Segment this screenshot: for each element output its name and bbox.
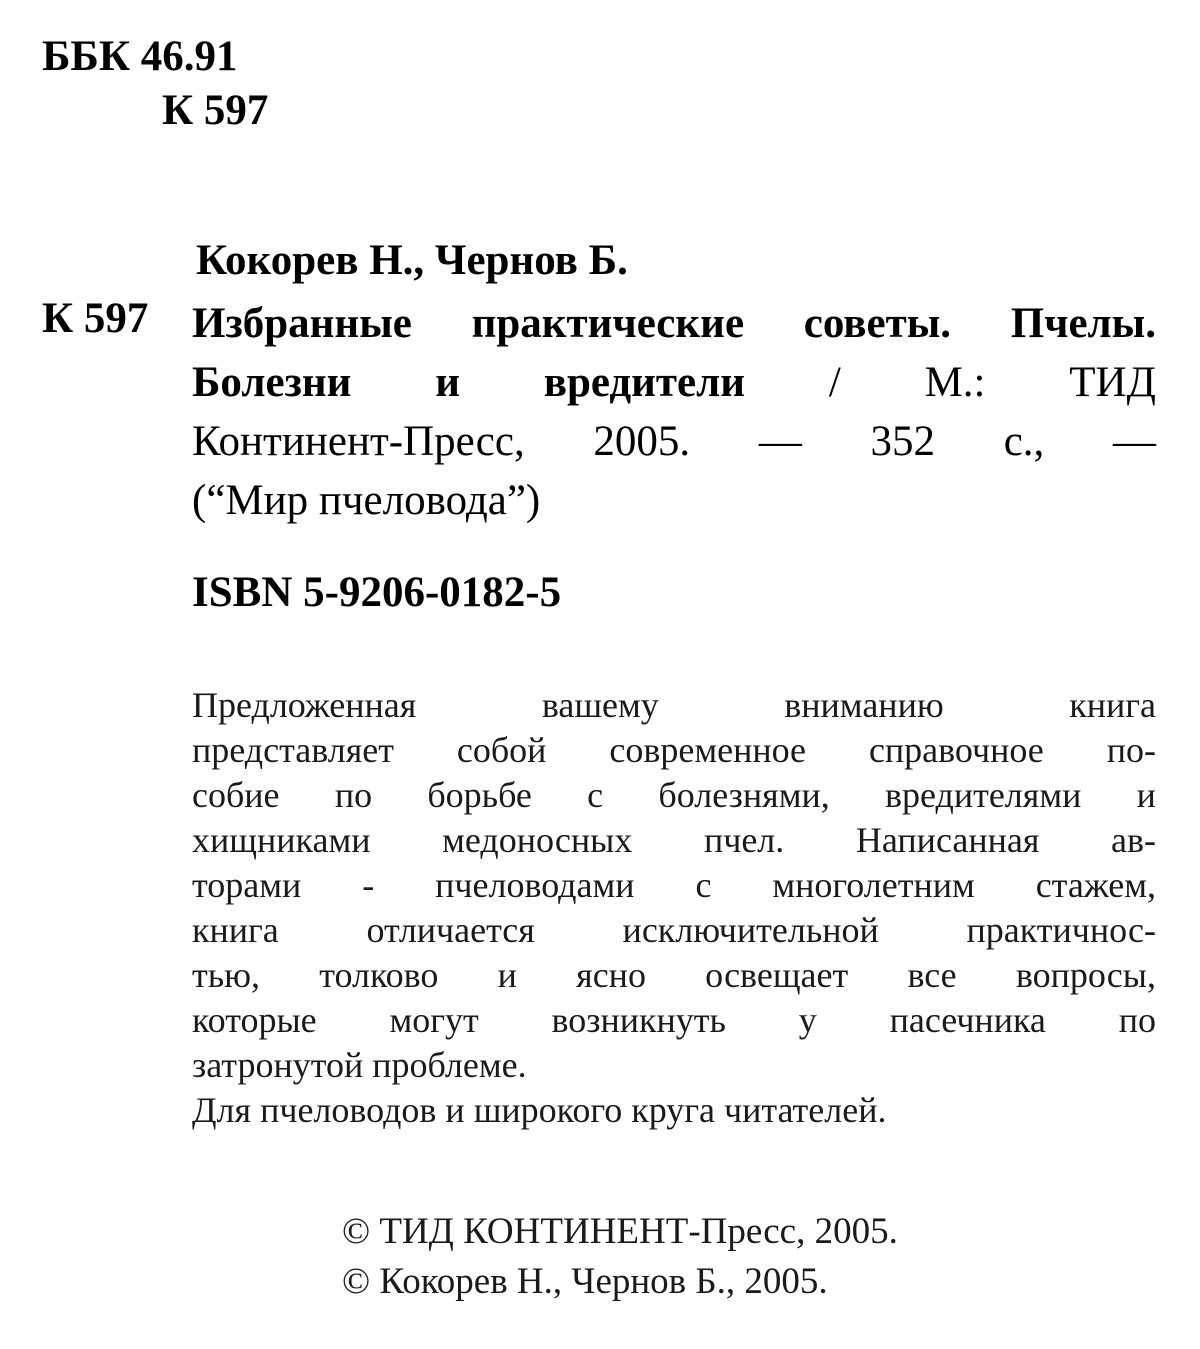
series-name: (“Мир пчеловода”) bbox=[192, 477, 541, 524]
word: медоносных bbox=[442, 820, 633, 860]
word: отличается bbox=[366, 910, 535, 950]
word: ясно bbox=[576, 955, 646, 995]
word: книга bbox=[192, 910, 279, 950]
author-sign-header: К 597 bbox=[162, 87, 269, 134]
bbk-code: ББК 46.91 bbox=[42, 33, 238, 80]
word: — bbox=[1113, 418, 1156, 465]
word: — bbox=[758, 418, 802, 465]
word: с., bbox=[1003, 418, 1045, 465]
word: по bbox=[1118, 1000, 1156, 1040]
word: собой bbox=[456, 730, 547, 770]
word: и bbox=[497, 955, 517, 995]
word: / bbox=[828, 359, 841, 406]
word: ТИД bbox=[1069, 359, 1156, 406]
word: Болезни bbox=[192, 359, 352, 406]
word: возникнуть bbox=[551, 1000, 726, 1040]
word: собие bbox=[192, 775, 280, 815]
annotation-line bbox=[192, 728, 1156, 773]
annotation-line bbox=[192, 863, 1156, 908]
word: справочное bbox=[868, 730, 1044, 770]
title-line-2 bbox=[192, 353, 1156, 412]
authors: Кокорев Н., Чернов Б. bbox=[196, 237, 628, 284]
author-sign-entry: К 597 bbox=[42, 295, 149, 342]
word: вредители bbox=[543, 359, 746, 406]
word: ав- bbox=[1111, 820, 1156, 860]
word: Пчелы. bbox=[1010, 300, 1156, 347]
word: по- bbox=[1106, 730, 1156, 770]
word: торами bbox=[192, 865, 302, 905]
annotation-line bbox=[192, 683, 1156, 728]
word: освещает bbox=[705, 955, 849, 995]
word: 2005. bbox=[593, 418, 691, 465]
word: 352 bbox=[870, 418, 936, 465]
word: практические bbox=[471, 300, 745, 347]
word: советы. bbox=[803, 300, 952, 347]
word: и bbox=[435, 359, 460, 406]
word: у bbox=[798, 1000, 817, 1040]
word: исключительной bbox=[622, 910, 879, 950]
word: пасечника bbox=[889, 1000, 1046, 1040]
word: стажем, bbox=[1035, 865, 1156, 905]
word: пчеловодами bbox=[435, 865, 635, 905]
word: Написанная bbox=[855, 820, 1040, 860]
word: с bbox=[695, 865, 712, 905]
word: многолетним bbox=[772, 865, 975, 905]
target-audience: Для пчеловодов и широкого круга читателей. bbox=[192, 1090, 887, 1130]
word: все bbox=[907, 955, 957, 995]
annotation-closing-line: затронутой проблеме. bbox=[192, 1045, 527, 1085]
word: борьбе bbox=[427, 775, 532, 815]
word: тью, bbox=[192, 955, 261, 995]
word: современное bbox=[609, 730, 807, 770]
isbn: ISBN 5-9206-0182-5 bbox=[192, 569, 562, 616]
publisher-line bbox=[192, 412, 1156, 471]
copyright-publisher: © ТИД КОНТИНЕНТ-Пресс, 2005. bbox=[342, 1211, 898, 1252]
word: книга bbox=[1069, 685, 1156, 725]
word: и bbox=[1136, 775, 1156, 815]
word: вопросы, bbox=[1015, 955, 1156, 995]
word: - bbox=[362, 865, 375, 905]
word: по bbox=[334, 775, 373, 815]
word: практичнос- bbox=[966, 910, 1156, 950]
word: Избранные bbox=[192, 300, 412, 347]
word: М.: bbox=[924, 359, 986, 406]
word: с bbox=[587, 775, 604, 815]
annotation-line bbox=[192, 818, 1156, 863]
copyright-authors: © Кокорев Н., Чернов Б., 2005. bbox=[342, 1261, 828, 1302]
word: болезнями, bbox=[658, 775, 830, 815]
annotation bbox=[192, 683, 1156, 1133]
bibliographic-description bbox=[192, 294, 1156, 530]
word: толково bbox=[319, 955, 439, 995]
word: вниманию bbox=[784, 685, 944, 725]
word: хищниками bbox=[192, 820, 371, 860]
annotation-line bbox=[192, 953, 1156, 998]
word: вашему bbox=[541, 685, 659, 725]
word: пчел. bbox=[703, 820, 785, 860]
word: Континент-Пресс, bbox=[192, 418, 525, 465]
word: которые bbox=[192, 1000, 317, 1040]
title-line-1 bbox=[192, 294, 1156, 353]
word: Предложенная bbox=[192, 685, 417, 725]
word: могут bbox=[389, 1000, 479, 1040]
annotation-line bbox=[192, 998, 1156, 1043]
annotation-line bbox=[192, 908, 1156, 953]
word: представляет bbox=[192, 730, 394, 770]
word: вредителями bbox=[885, 775, 1082, 815]
annotation-line bbox=[192, 773, 1156, 818]
